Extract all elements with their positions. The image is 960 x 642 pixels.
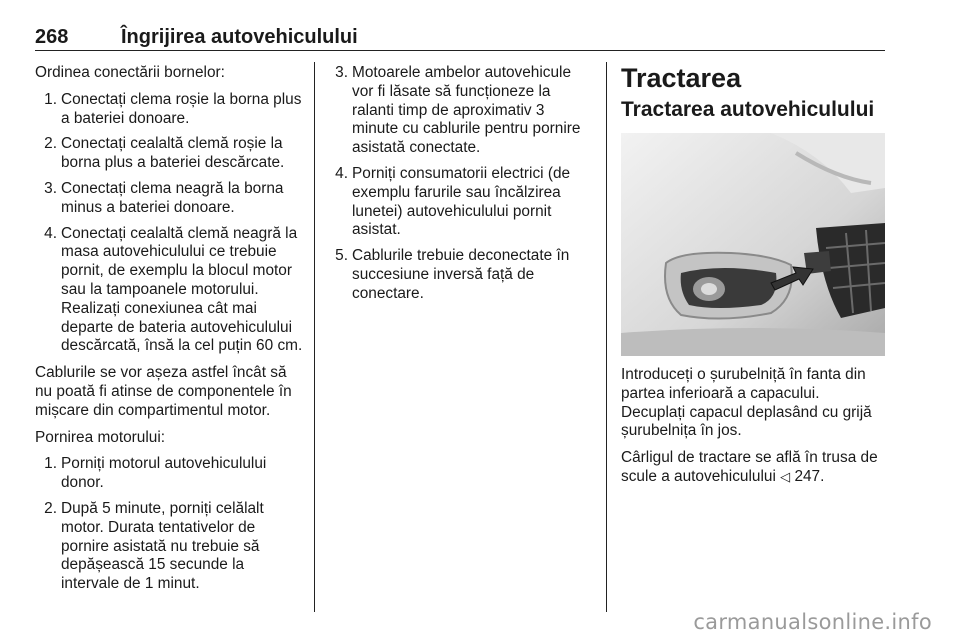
list-item: 5. Cablurile trebuie deconectate în succesiune inversă față de conectare. [335, 247, 570, 302]
continued-steps-list [328, 64, 593, 304]
list-item: 4. Conectați cealaltă clemă neagră la masa autovehiculului ce trebuie pornit, de exemplu la blocul motor sau la tampoanele motorului. Realizați conexiunea cât mai departe de bateria autovehiculului descărcată, însă la cel puțin 60 cm. [44, 224, 303, 355]
page-number: 268 [35, 26, 69, 48]
list-item: 3. Conectați clema neagră la borna minus a bateriei donoare. [44, 179, 284, 216]
list-item: 2. După 5 minute, porniți celălalt motor. Durata tentativelor de pornire asistată nu trebuie să depășească 15 secunde la intervale de 1 minut. [44, 499, 264, 593]
tow-eye-cover-photo [621, 133, 885, 356]
watermark-text: carmanualsonline.info [693, 610, 932, 634]
column-left [35, 64, 303, 602]
column-middle [328, 64, 593, 312]
list-item: 1. Porniți motorul autovehiculului donor. [44, 455, 267, 492]
cable-placement-note: Cablurile se vor așeza astfel încât să nu poată fi atinse de componentele în mișcare din compartimentul motor. [35, 364, 292, 419]
connection-steps-list [35, 91, 303, 356]
tow-hook-location: Cârligul de tractare se află în trusa de scule a autovehiculului ◁ 247. [621, 449, 878, 485]
list-item: 1. Conectați clema roșie la borna plus a bateriei donoare. [44, 90, 302, 127]
page-reference-arrow-icon: ◁ [780, 469, 791, 485]
column-right [621, 62, 889, 496]
page-reference-link[interactable]: 247. [794, 467, 825, 485]
screwdriver-instruction: Introduceți o șurubelniță în fanta din partea inferioară a capacului. [621, 366, 866, 402]
list-item: 4. Porniți consumatorii electrici (de exemplu farurile sau încălzirea lunetei) autovehiculului pornit asistat. [335, 164, 571, 239]
section-heading: Tractarea [621, 63, 742, 93]
list-item: 3. Motoarele ambelor autovehicule vor fi lăsate să funcționeze la ralanti timp de aproximativ 3 minute cu cablurile pentru pornire asistată conectate. [335, 64, 581, 157]
chapter-title: Îngrijirea autovehiculului [121, 26, 358, 48]
engine-start-intro: Pornirea motorului: [35, 428, 166, 446]
page-header [35, 22, 885, 51]
cover-removal-instruction: Decuplați capacul deplasând cu grijă șurubelnița în jos. [621, 403, 872, 440]
list-item: 2. Conectați cealaltă clemă roșie la borna plus a bateriei descărcate. [44, 135, 285, 172]
column-divider-2 [606, 62, 607, 612]
column-divider-1 [314, 62, 315, 612]
engine-start-steps-list [35, 455, 303, 594]
connection-order-intro: Ordinea conectării bornelor: [35, 64, 225, 81]
subsection-heading: Tractarea autovehiculului [621, 98, 875, 121]
